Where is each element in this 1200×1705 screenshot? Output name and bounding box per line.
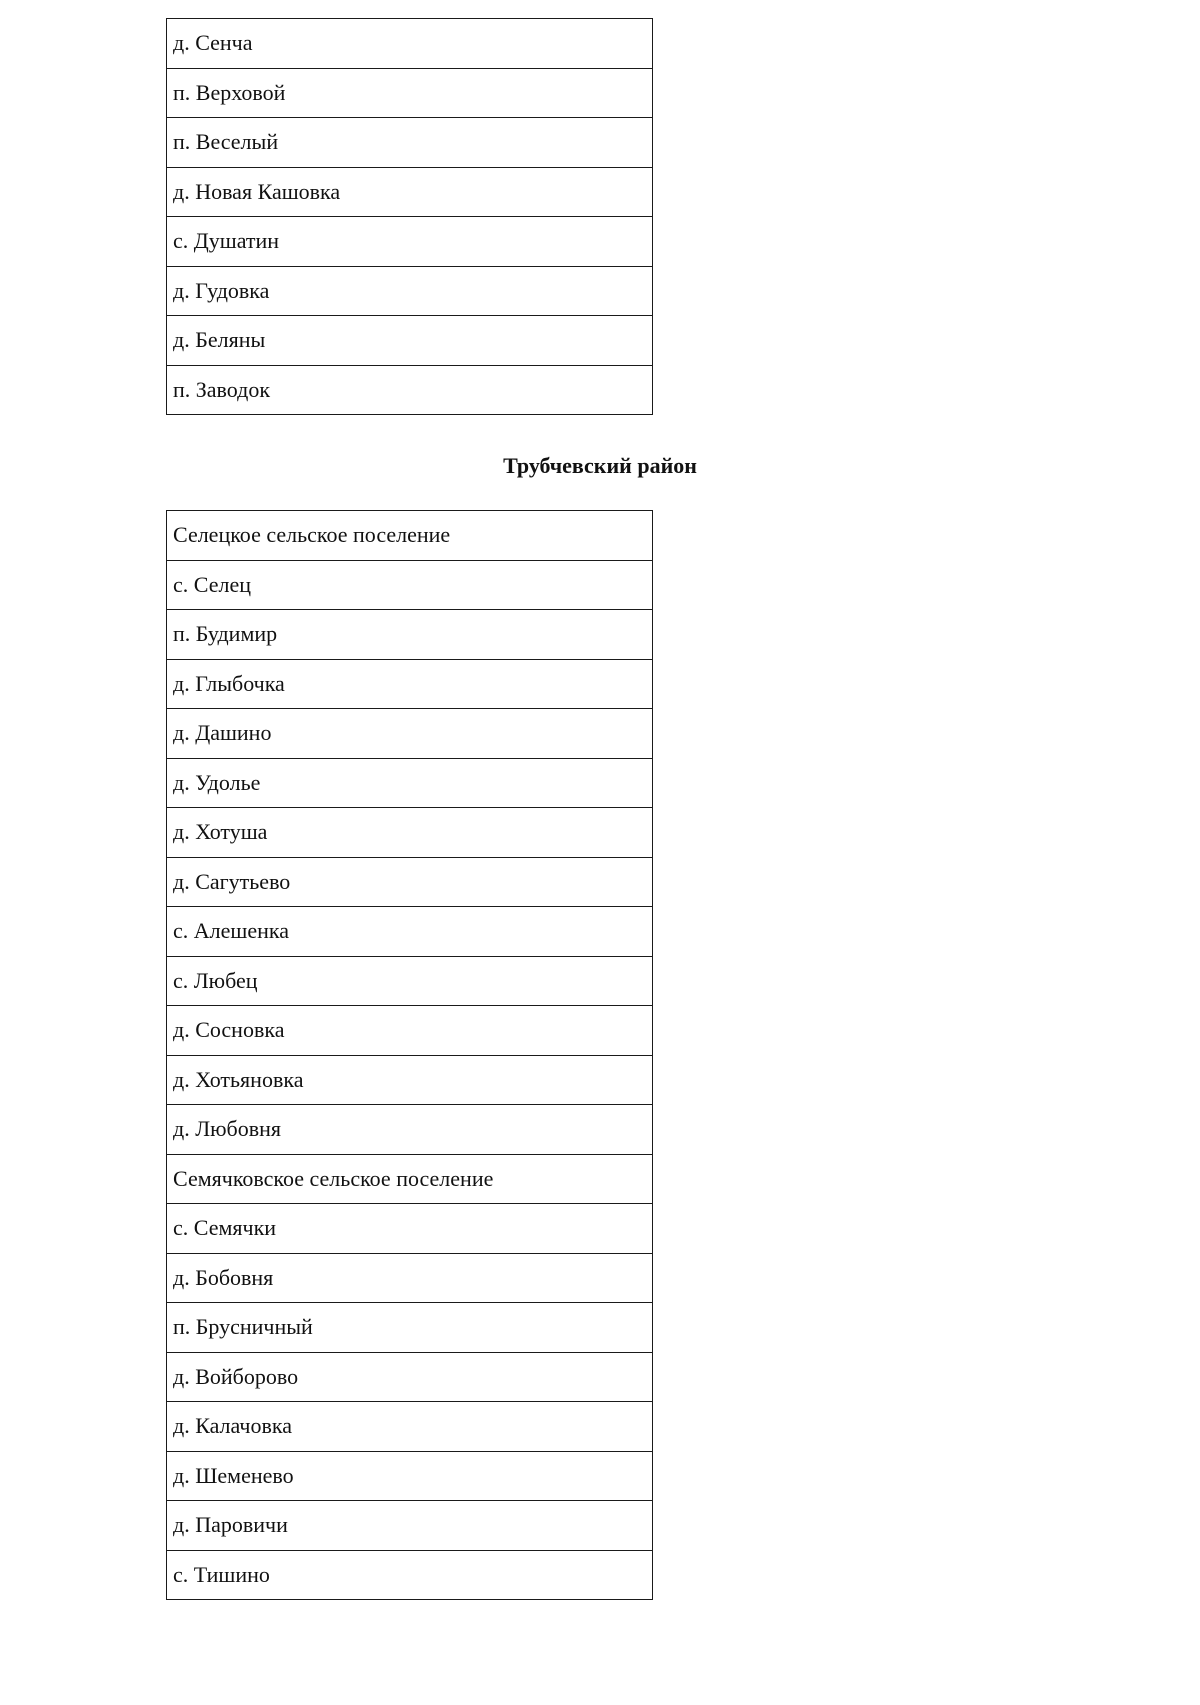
settlement-group-cell: Селецкое сельское поселение xyxy=(167,511,653,561)
table-row xyxy=(167,167,653,217)
settlement-cell: д. Глыбочка xyxy=(167,659,653,709)
table-row xyxy=(167,1006,653,1056)
settlements-table-trubchevsky xyxy=(166,510,653,1600)
settlement-cell: п. Брусничный xyxy=(167,1303,653,1353)
table-row xyxy=(167,1204,653,1254)
settlement-cell: д. Бобовня xyxy=(167,1253,653,1303)
settlement-cell: п. Заводок xyxy=(167,365,653,415)
table-row xyxy=(167,560,653,610)
table-row xyxy=(167,1055,653,1105)
settlement-cell: д. Калачовка xyxy=(167,1402,653,1452)
settlement-cell: д. Удолье xyxy=(167,758,653,808)
table-row xyxy=(167,118,653,168)
settlement-group-cell: Семячковское сельское поселение xyxy=(167,1154,653,1204)
settlement-cell: д. Войборово xyxy=(167,1352,653,1402)
table-row xyxy=(167,316,653,366)
table-row xyxy=(167,68,653,118)
settlement-cell: д. Сагутьево xyxy=(167,857,653,907)
settlement-cell: п. Верховой xyxy=(167,68,653,118)
table-row xyxy=(167,1352,653,1402)
table-row xyxy=(167,1154,653,1204)
settlements-table-continued xyxy=(166,18,653,415)
settlement-cell: с. Душатин xyxy=(167,217,653,267)
table-row xyxy=(167,365,653,415)
table-row xyxy=(167,610,653,660)
table-row xyxy=(167,1402,653,1452)
table-row xyxy=(167,511,653,561)
settlement-cell: с. Семячки xyxy=(167,1204,653,1254)
table-row xyxy=(167,956,653,1006)
settlement-cell: д. Сенча xyxy=(167,19,653,69)
table-row xyxy=(167,907,653,957)
settlement-cell: д. Беляны xyxy=(167,316,653,366)
settlement-cell: с. Любец xyxy=(167,956,653,1006)
district-heading: Трубчевский район xyxy=(503,453,697,478)
table-row xyxy=(167,758,653,808)
table-row xyxy=(167,1501,653,1551)
settlement-cell: д. Дашино xyxy=(167,709,653,759)
table-row xyxy=(167,217,653,267)
settlement-cell: д. Шеменево xyxy=(167,1451,653,1501)
table-row xyxy=(167,1451,653,1501)
table-row xyxy=(167,1303,653,1353)
settlement-cell: д. Паровичи xyxy=(167,1501,653,1551)
settlement-cell: д. Любовня xyxy=(167,1105,653,1155)
settlement-cell: п. Веселый xyxy=(167,118,653,168)
table-row xyxy=(167,1550,653,1600)
settlement-cell: п. Будимир xyxy=(167,610,653,660)
settlement-cell: с. Тишино xyxy=(167,1550,653,1600)
settlement-cell: с. Алешенка xyxy=(167,907,653,957)
table-row xyxy=(167,709,653,759)
settlement-cell: д. Новая Кашовка xyxy=(167,167,653,217)
table-row xyxy=(167,808,653,858)
table-row xyxy=(167,266,653,316)
settlement-cell: д. Гудовка xyxy=(167,266,653,316)
table-row xyxy=(167,659,653,709)
settlement-cell: д. Хотьяновка xyxy=(167,1055,653,1105)
settlement-cell: д. Хотуша xyxy=(167,808,653,858)
table-row xyxy=(167,857,653,907)
table-row xyxy=(167,1105,653,1155)
table-row xyxy=(167,1253,653,1303)
table-row xyxy=(167,19,653,69)
settlement-cell: д. Сосновка xyxy=(167,1006,653,1056)
settlement-cell: с. Селец xyxy=(167,560,653,610)
